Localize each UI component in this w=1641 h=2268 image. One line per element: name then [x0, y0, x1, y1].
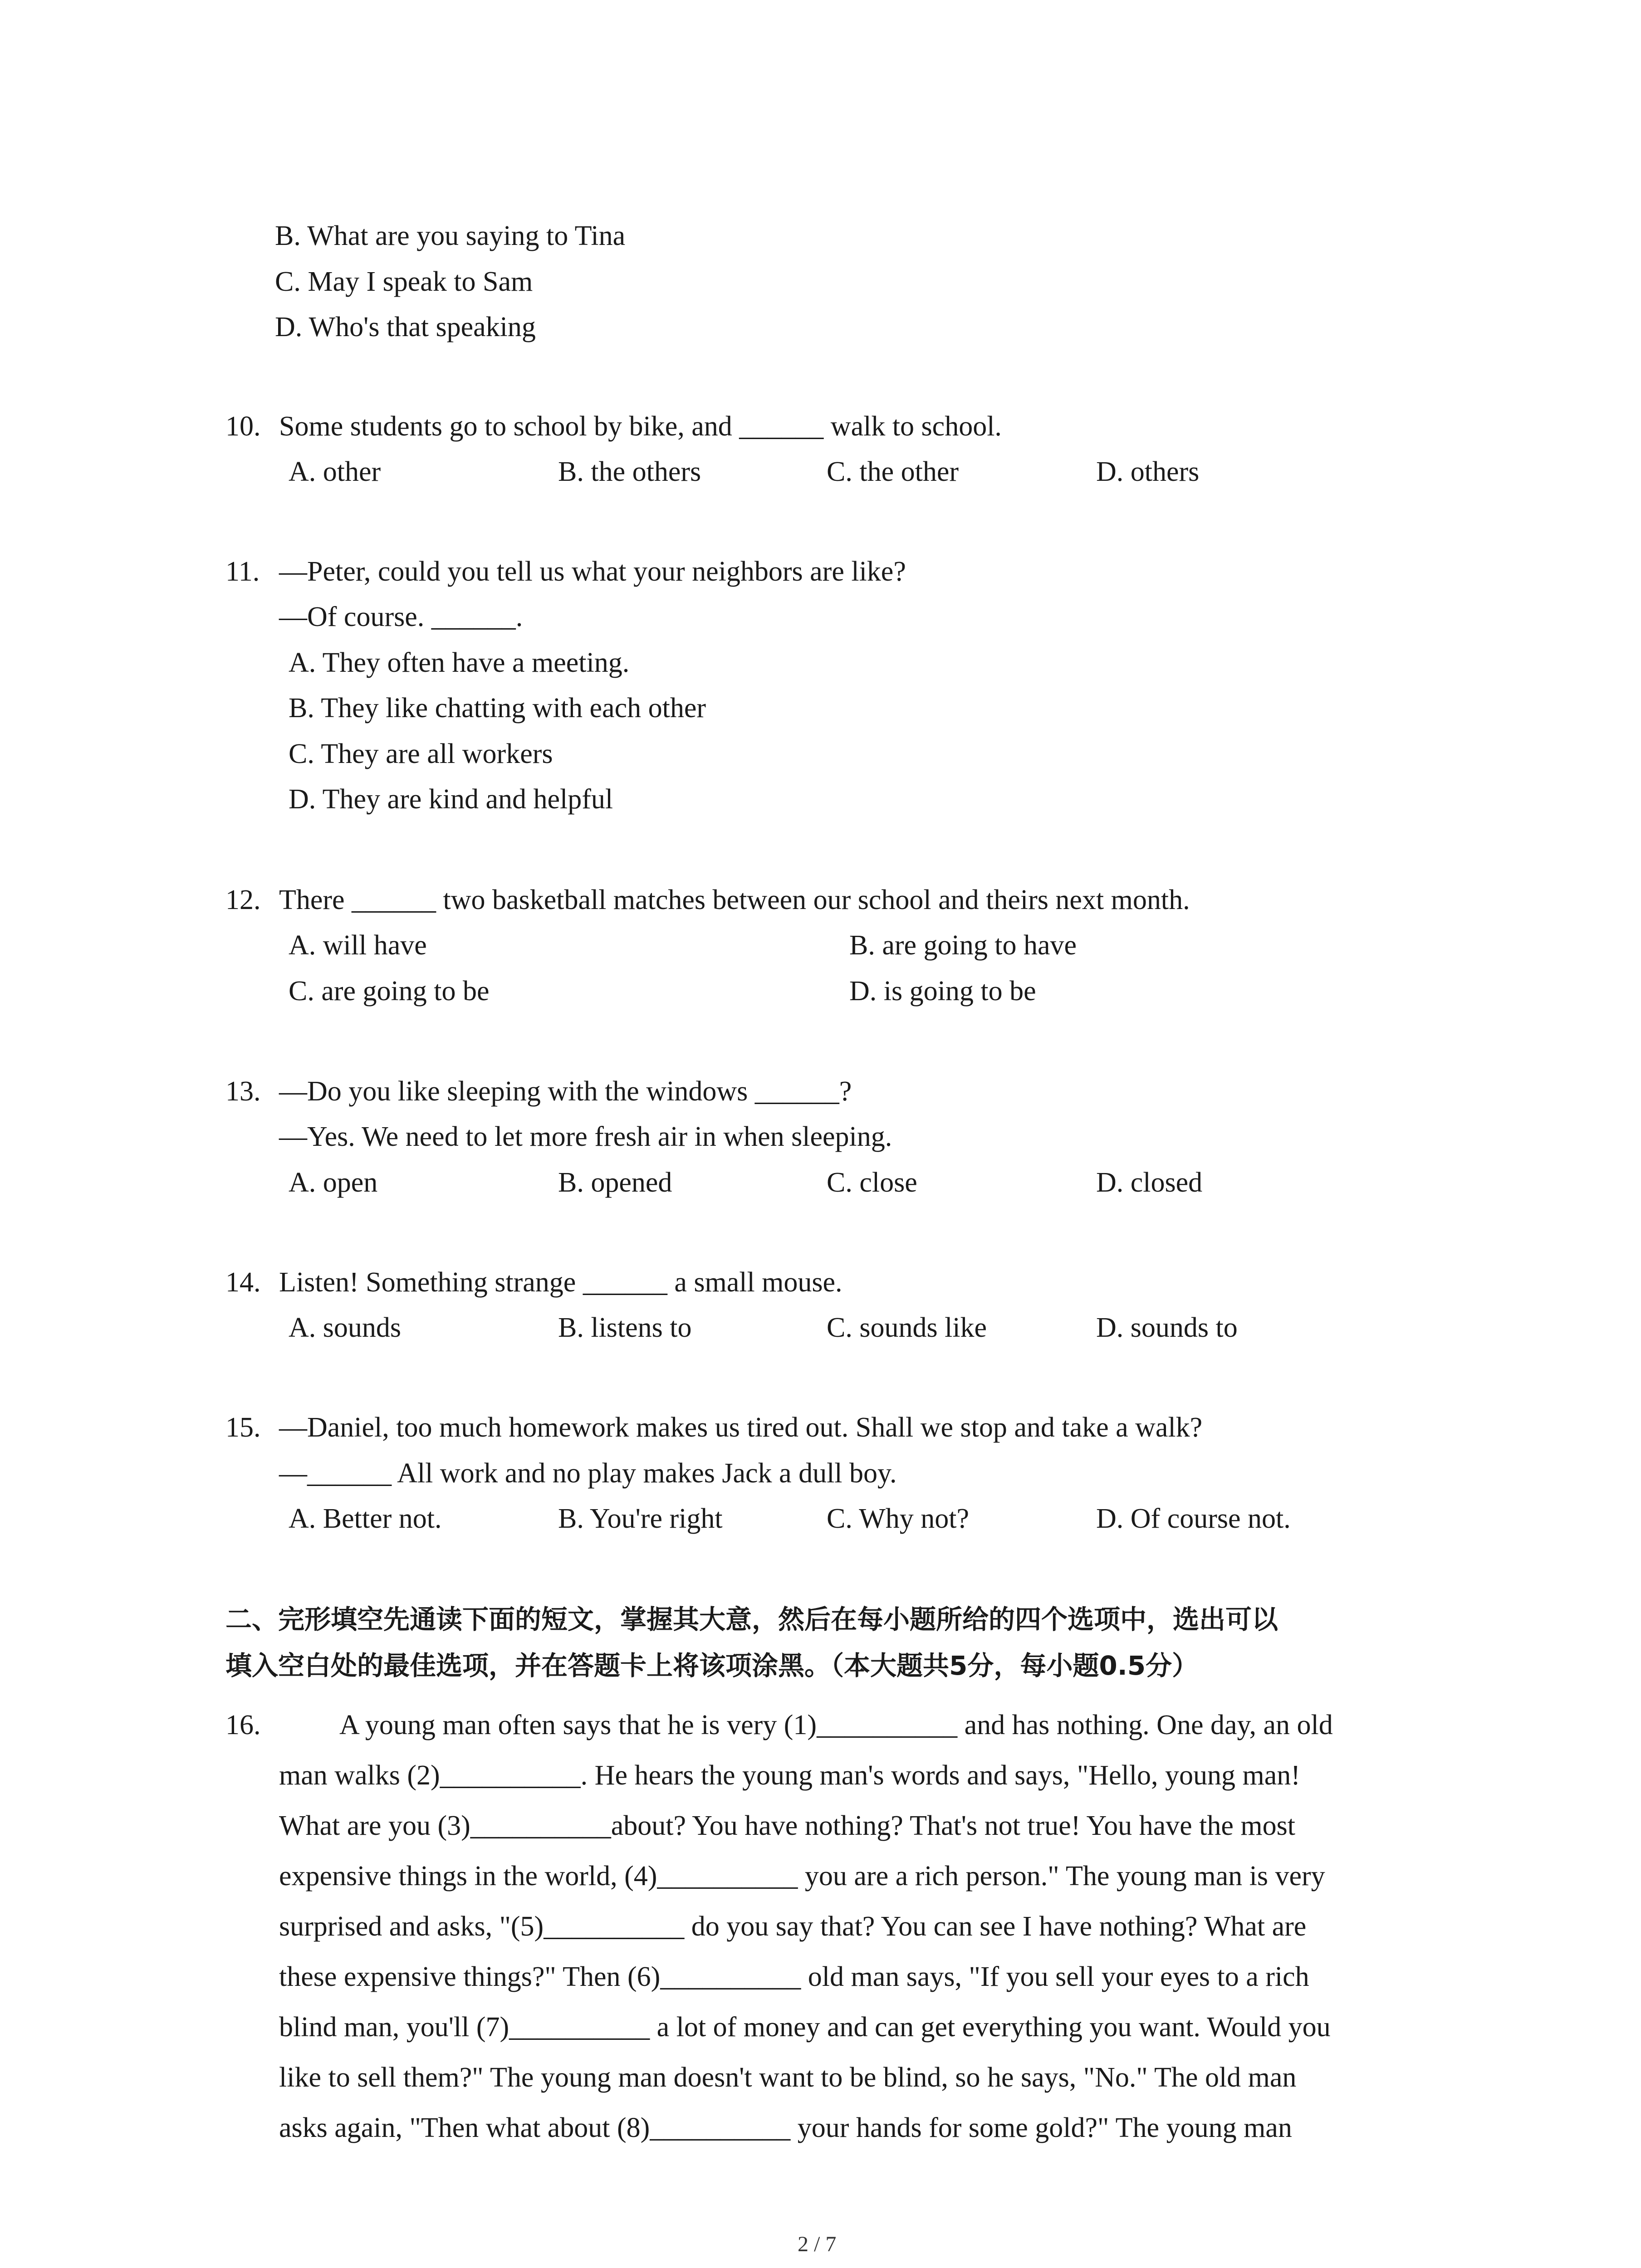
q16-line-2: man walks (2)__________. He hears the young man's words and says, "Hello, young man! [279, 1760, 1300, 1791]
q13-option-b: B. opened [558, 1167, 672, 1198]
q14-stem: Listen! Something strange ______ a small mouse. [279, 1267, 843, 1298]
q10-option-a: A. other [289, 456, 381, 487]
q10-option-c: C. the other [827, 456, 959, 487]
q12-option-a: A. will have [289, 930, 427, 961]
q14-option-c: C. sounds like [827, 1312, 987, 1343]
q11-option-c: C. They are all workers [289, 738, 553, 769]
q9-option-b: B. What are you saying to Tina [275, 220, 626, 251]
q14-option-d: D. sounds to [1096, 1312, 1238, 1343]
q15-number: 15. [225, 1412, 261, 1443]
q11-stem: —Peter, could you tell us what your neighbors are like? [279, 556, 906, 587]
q15-option-b: B. You're right [558, 1503, 723, 1534]
q13-stem: —Do you like sleeping with the windows ______? [279, 1076, 852, 1107]
q13-option-a: A. open [289, 1167, 378, 1198]
q11-option-b: B. They like chatting with each other [289, 693, 706, 723]
q16-line-5: surprised and asks, "(5)__________ do you say that? You can see I have nothing? What are [279, 1911, 1307, 1942]
q12-option-b: B. are going to have [849, 930, 1077, 961]
q12-option-c: C. are going to be [289, 976, 490, 1007]
q13-option-d: D. closed [1096, 1167, 1203, 1198]
q16-number: 16. [225, 1710, 261, 1740]
page-number: 2 / 7 [798, 2232, 837, 2256]
q16-line-9: asks again, "Then what about (8)__________ your hands for some gold?" The young man [279, 2112, 1292, 2143]
q10-number: 10. [225, 411, 261, 442]
q11-number: 11. [225, 556, 260, 587]
q9-option-c: C. May I speak to Sam [275, 266, 533, 297]
q10-stem: Some students go to school by bike, and ______ walk to school. [279, 411, 1002, 442]
q15-reply: —______ All work and no play makes Jack a dull boy. [279, 1458, 897, 1489]
q15-option-a: A. Better not. [289, 1503, 442, 1534]
section-heading-line2: 填入空白处的最佳选项，并在答题卡上将该项涂黑。（本大题共5分，每小题0.5分） [225, 1650, 1199, 1681]
q16-line-1: A young man often says that he is very (1)__________ and has nothing. One day, an old [339, 1710, 1333, 1740]
q10-option-b: B. the others [558, 456, 701, 487]
q11-option-a: A. They often have a meeting. [289, 647, 630, 678]
q13-reply: —Yes. We need to let more fresh air in when sleeping. [279, 1121, 892, 1152]
q16-line-8: like to sell them?" The young man doesn't want to be blind, so he says, "No." The old man [279, 2062, 1297, 2093]
q15-option-d: D. Of course not. [1096, 1503, 1291, 1534]
q12-option-d: D. is going to be [849, 976, 1036, 1007]
q13-number: 13. [225, 1076, 261, 1107]
q11-reply: —Of course. ______. [279, 601, 523, 632]
q14-number: 14. [225, 1267, 261, 1298]
q15-option-c: C. Why not? [827, 1503, 969, 1534]
q14-option-b: B. listens to [558, 1312, 692, 1343]
section-heading-line1: 二、完形填空先通读下面的短文，掌握其大意，然后在每小题所给的四个选项中，选出可以 [225, 1604, 1279, 1635]
q11-option-d: D. They are kind and helpful [289, 784, 613, 815]
q9-option-d: D. Who's that speaking [275, 312, 536, 342]
q14-option-a: A. sounds [289, 1312, 402, 1343]
q15-stem: —Daniel, too much homework makes us tired out. Shall we stop and take a walk? [279, 1412, 1203, 1443]
q16-line-6: these expensive things?" Then (6)__________ old man says, "If you sell your eyes to a rich [279, 1961, 1309, 1992]
q13-option-c: C. close [827, 1167, 917, 1198]
q10-option-d: D. others [1096, 456, 1200, 487]
q12-number: 12. [225, 885, 261, 915]
q16-line-7: blind man, you'll (7)__________ a lot of money and can get everything you want. Would you [279, 2012, 1331, 2043]
q12-stem: There ______ two basketball matches between our school and theirs next month. [279, 885, 1190, 915]
q16-line-3: What are you (3)__________about? You have nothing? That's not true! You have the most [279, 1810, 1295, 1841]
q16-line-4: expensive things in the world, (4)__________ you are a rich person." The young man is very [279, 1861, 1325, 1892]
